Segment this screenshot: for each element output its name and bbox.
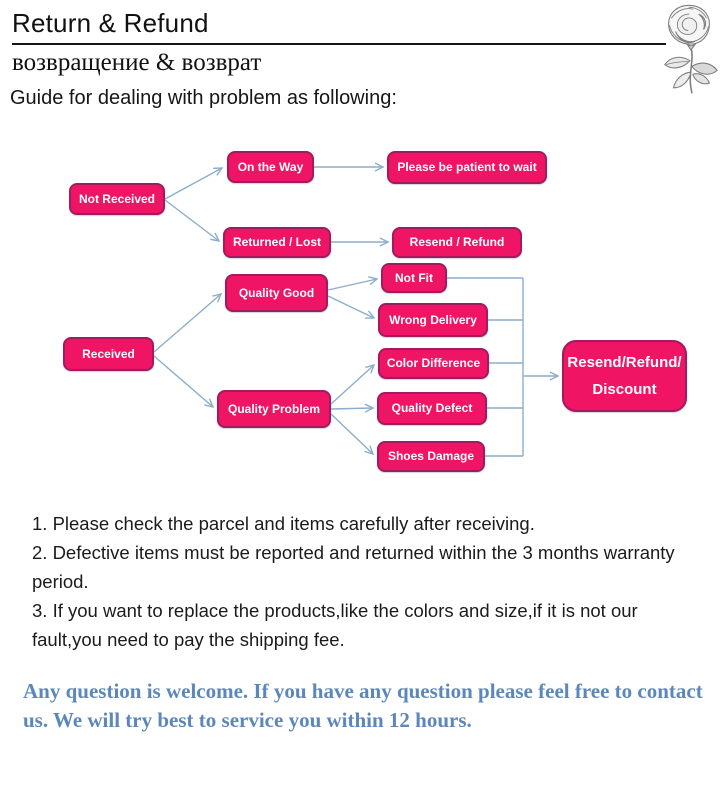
node-label: Not Fit (395, 270, 433, 285)
note-item-3: 3. If you want to replace the products,like the colors and size,if it is not our fault,you need to pay the shipping fee. (32, 600, 638, 650)
flowchart-node-returned-lost (223, 227, 331, 258)
node-label: Not Received (78, 191, 156, 206)
flowchart-node-not-fit (381, 263, 447, 293)
intro-text: Guide for dealing with problem as following: (10, 87, 397, 109)
node-label: On the Way (237, 159, 304, 174)
node-label: Quality Problem (227, 401, 321, 416)
node-label-line1: Resend/Refund/ (567, 354, 682, 371)
node-label: Returned / Lost (232, 235, 321, 249)
flowchart-node-quality-problem (217, 390, 331, 428)
footer-message: Any question is welcome. If you have any question please feel free to contact us. We will try best to service you within 12 hours. (23, 679, 703, 732)
node-label: Resend / Refund (409, 235, 505, 249)
flowchart-node-color-difference (378, 348, 489, 379)
notes-list (32, 509, 700, 654)
node-label: Please be patient to wait (397, 160, 537, 174)
flowchart-node-be-patient (387, 151, 547, 184)
node-label: Wrong Delivery (389, 312, 477, 327)
flowchart-node-quality-good (225, 274, 328, 312)
node-label: Received (82, 346, 135, 361)
node-label: Shoes Damage (387, 449, 475, 463)
flowchart-node-on-the-way (227, 151, 314, 183)
flowchart-node-final-outcome (562, 340, 687, 412)
page-subtitle-russian: возвращение & возврат (12, 49, 262, 76)
flowchart-node-wrong-delivery (378, 303, 488, 337)
node-label: Quality Defect (391, 401, 473, 415)
note-item-2: 2. Defective items must be reported and returned within the 3 months warranty period. (32, 542, 675, 592)
rose-sketch-icon (656, 2, 722, 96)
flowchart-node-not-received (69, 183, 165, 215)
flowchart-node-quality-defect (377, 392, 487, 425)
flowchart-node-shoes-damage (377, 441, 485, 472)
title-divider (12, 43, 666, 45)
node-label: Quality Good (238, 285, 315, 300)
flowchart-node-resend-refund (392, 227, 522, 258)
page-title: Return & Refund (12, 8, 209, 38)
flowchart-node-received (63, 337, 154, 371)
note-item-1: 1. Please check the parcel and items carefully after receiving. (32, 513, 535, 534)
node-label-line2: Discount (592, 381, 657, 398)
node-label: Color Difference (386, 356, 481, 370)
